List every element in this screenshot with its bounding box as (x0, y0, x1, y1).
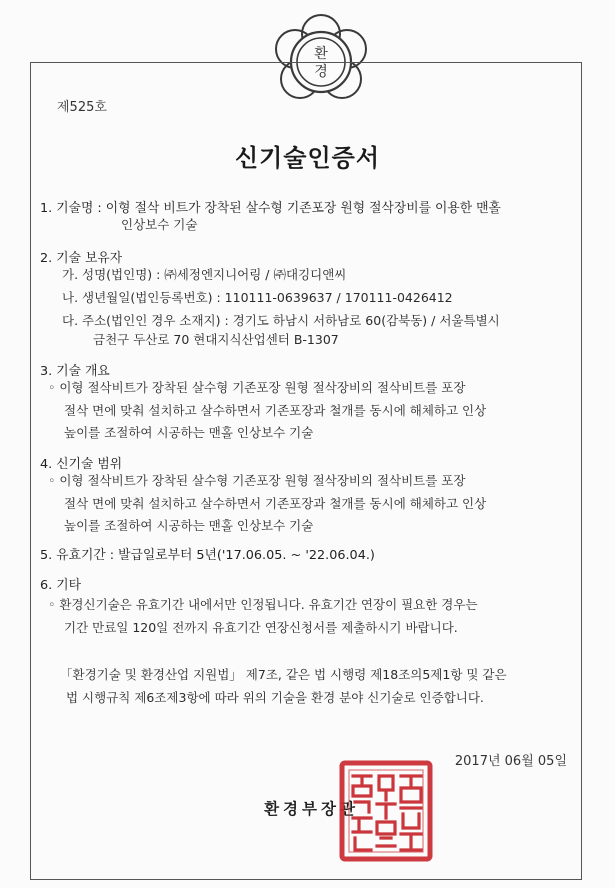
issuer-title: 환경부장관 (264, 800, 359, 818)
section-4-line-2: 절삭 면에 맞춰 설치하고 살수하면서 기존포장과 철개를 동시에 해체하고 인상 (64, 496, 487, 511)
section-3-line-1: ◦ 이형 절삭비트가 장착된 살수형 기존포장 원형 절삭장비의 절삭비트를 포장 (48, 380, 466, 395)
legal-statement-line-1: 「환경기술 및 환경산업 지원법」 제7조, 같은 법 시행령 제18조의5제1항 및 같은 (60, 667, 507, 682)
section-1-line-2: 인상보수 기술 (121, 217, 198, 232)
emblem-char-2: 경 (314, 64, 328, 80)
holder-address-line-2: 금천구 두산로 70 현대지식산업센터 B-1307 (93, 332, 339, 347)
section-2-heading: 2. 기술 보유자 (40, 251, 123, 266)
certificate-number: 제525호 (57, 100, 107, 115)
issue-date: 2017년 06월 05일 (454, 754, 567, 769)
certificate-title: 신기술인증서 (234, 144, 381, 172)
section-4-heading: 4. 신기술 범위 (40, 457, 123, 472)
emblem-char-1: 환 (314, 46, 328, 62)
section-6-heading: 6. 기타 (40, 578, 82, 593)
section-3-line-2: 절삭 면에 맞춰 설치하고 살수하면서 기존포장과 철개를 동시에 해체하고 인상 (64, 403, 487, 418)
official-seal-icon (339, 760, 433, 862)
section-6-line-2: 기간 만료일 120일 전까지 유효기간 연장신청서를 제출하시기 바랍니다. (64, 620, 458, 635)
section-4-line-1: ◦ 이형 절삭비트가 장착된 살수형 기존포장 원형 절삭장비의 절삭비트를 포장 (48, 473, 466, 488)
validity-period: 5. 유효기간 : 발급일로부터 5년('17.06.05. ~ '22.06.04.) (40, 548, 375, 563)
section-6-line-1: ◦ 환경신기술은 유효기간 내에서만 인정됩니다. 유효기간 연장이 필요한 경우는 (48, 597, 478, 612)
legal-statement-line-2: 법 시행규칙 제6조제3항에 따라 위의 기술을 환경 분야 신기술로 인증합니다. (66, 690, 484, 705)
holder-registration: 나. 생년월일(법인등록번호) : 110111-0639637 / 170111-0426412 (62, 290, 453, 305)
holder-name: 가. 성명(법인명) : ㈜세정엔지니어링 / ㈜대깅디앤씨 (62, 267, 347, 282)
section-3-line-3: 높이를 조절하여 시공하는 맨홀 인상보수 기술 (64, 425, 314, 440)
holder-address-line-1: 다. 주소(법인인 경우 소재지) : 경기도 하남시 서하남로 60(감북동) / 서울특별시 (62, 313, 500, 328)
section-3-heading: 3. 기술 개요 (40, 364, 110, 379)
section-4-line-3: 높이를 조절하여 시공하는 맨홀 인상보수 기술 (64, 518, 314, 533)
section-1-heading: 1. 기술명 : 이형 절삭 비트가 장착된 살수형 기존포장 원형 절삭장비를 이용한 맨홀 (40, 201, 501, 216)
